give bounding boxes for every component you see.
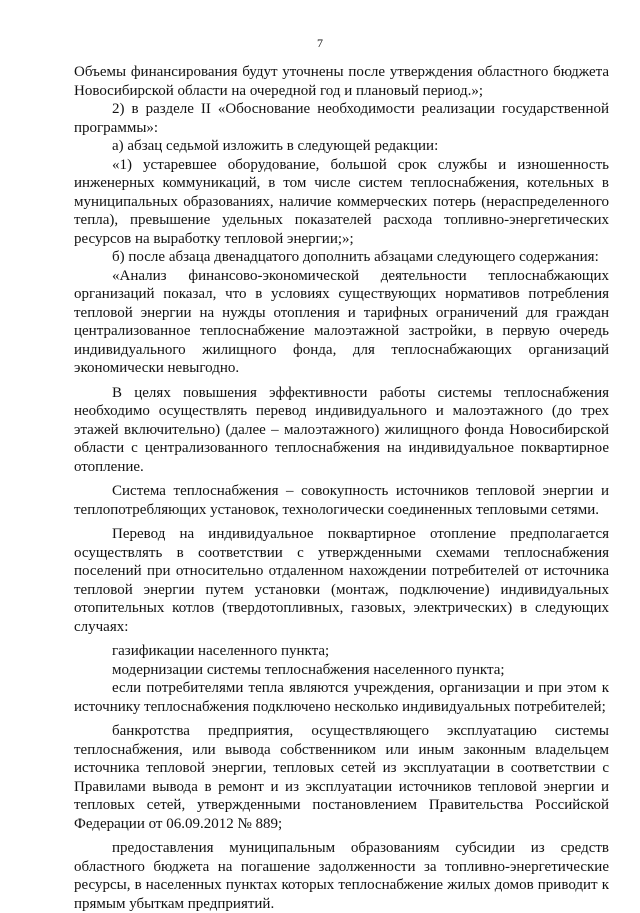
paragraph: газификации населенного пункта; (112, 643, 330, 659)
paragraph: предоставления муниципальным образованиям субсидии из средств областного бюджета на погашение задолженности за топливно-энергетические ресурсы, в населенных пунктах которых теплоснабжение жилых домов приводит к прямым убыткам предприятий. (74, 840, 609, 912)
paragraph: В целях повышения эффективности работы системы теплоснабжения необходимо осуществлять перевод индивидуального и малоэтажного (до трех этажей включительно) (далее – малоэтажного) жилищного фонда Новосибирской области с централизованного теплоснабжения на индивидуальное поквартирное отопление. (74, 384, 609, 475)
paragraph: «Анализ финансово-экономической деятельности теплоснабжающих организаций показал, что в условиях существующих нормативов потребления тепловой энергии на нужды отопления и тарифных ограничений для граждан централизованное теплоснабжение малоэтажной застройки, в первую очередь индивидуального жилищного фонда, для теплоснабжающих организаций экономически невыгодно. (74, 267, 609, 376)
paragraph: Объемы финансирования будут уточнены после утверждения областного бюджета Новосибирской области на очередной год и плановый период.»; (74, 64, 609, 99)
paragraph: модернизации системы теплоснабжения населенного пункта; (112, 661, 505, 678)
paragraph: если потребителями тепла являются учреждения, организации и при этом к источнику теплоснабжения подключено несколько индивидуальных потребителей; (74, 680, 609, 715)
paragraph: б) после абзаца двенадцатого дополнить абзацами следующего содержания: (112, 249, 599, 265)
paragraph: банкротства предприятия, осуществляющего эксплуатацию системы теплоснабжения, или вывода собственником или иным законным владельцем источника тепловой энергии, тепловых сетей из эксплуатации в соответствии с Правилами вывода в ремонт и из эксплуатации источников тепловой энергии и тепловых сетей, утвержденными постановлением Правительства Российской Федерации от 06.09.2012 № 889; (74, 723, 609, 832)
paragraph: Перевод на индивидуальное поквартирное отопление предполагается осуществлять в соответствии с утвержденными схемами теплоснабжения поселений при относительно отдаленном нахождении потребителей от источника тепловой энергии путем установки (монтаж, подключение) индивидуальных отопительных котлов (твердотопливных, газовых, электрических) в следующих случаях: (74, 526, 609, 635)
paragraph: Система теплоснабжения – совокупность источников тепловой энергии и теплопотребляющих установок, технологически соединенных тепловыми сетями. (74, 483, 609, 518)
page-number: 7 (317, 36, 323, 50)
document-body (74, 63, 609, 913)
paragraph: а) абзац седьмой изложить в следующей редакции: (112, 138, 439, 154)
paragraph: «1) устаревшее оборудование, большой срок службы и изношенность инженерных коммуникаций, в том числе систем теплоснабжения, котельных в муниципальных образованиях, наличие коммерческих потерь (нераспределенного тепла), превышение удельных показателей расхода топливно-энергетических ресурсов на выработку тепловой энергии;»; (74, 156, 609, 247)
paragraph: 2) в разделе II «Обоснование необходимости реализации государственной программы»: (74, 101, 609, 136)
